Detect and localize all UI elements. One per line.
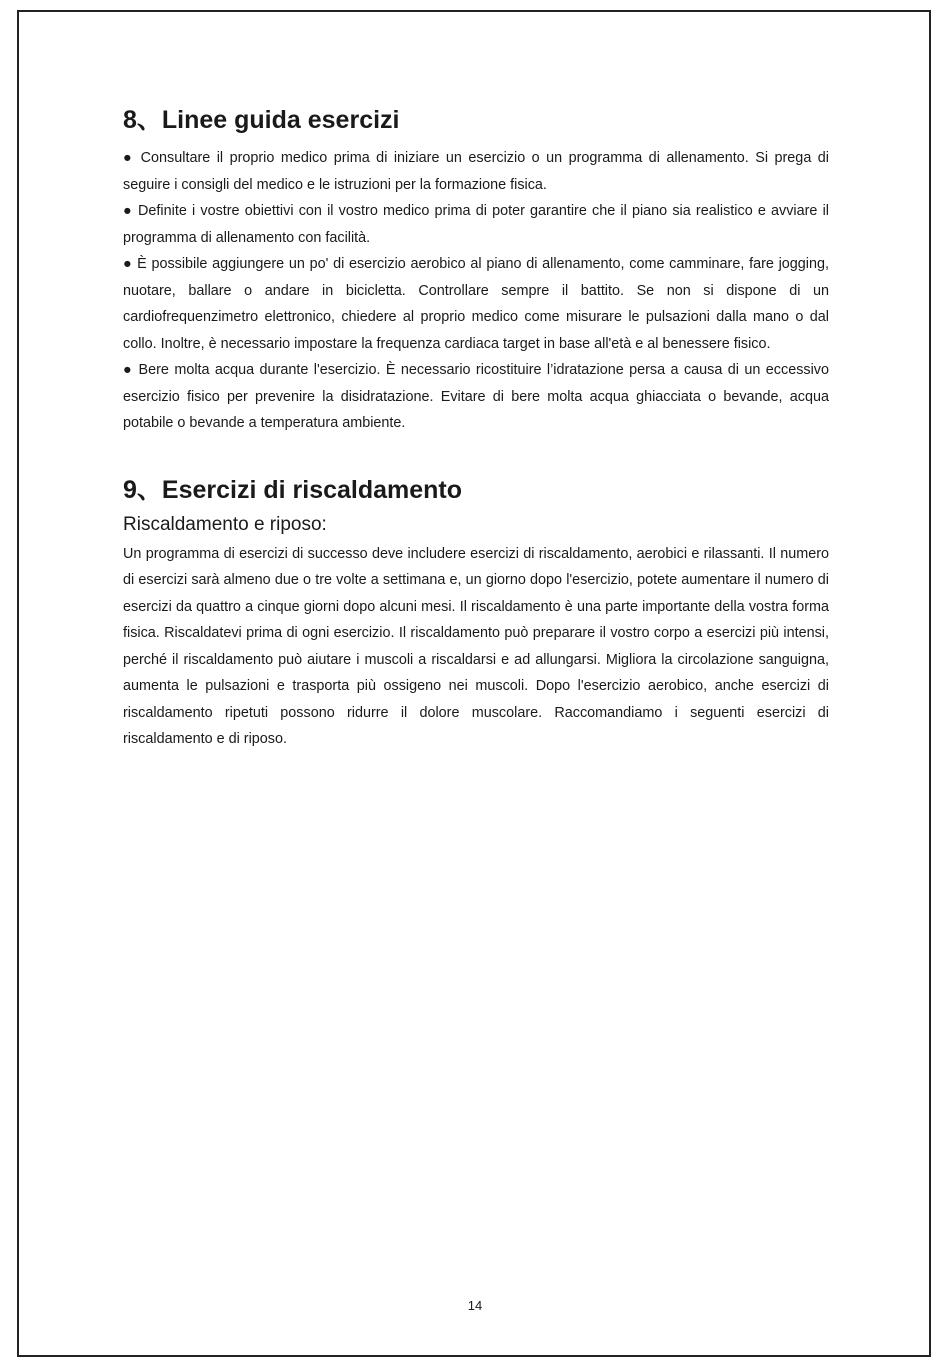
section-8-heading: 8、Linee guida esercizi [123,106,400,134]
guideline-bullet: ● Bere molta acqua durante l'esercizio. È necessario ricostituire l’idratazione persa a causa di un eccessivo esercizio fisico per prevenire la disidratazione. Evitare di bere molta acqua ghiacciata o bevande, acqua potabile o bevande a temperatura ambiente. [123,362,829,431]
warmup-paragraph: Un programma di esercizi di successo deve includere esercizi di riscaldamento, aerobici e rilassanti. Il numero di esercizi sarà almeno due o tre volte a settimana e, un giorno dopo l'esercizio, potete aumentare il numero di esercizi da quattro a cinque giorni dopo alcuni mesi. Il riscaldamento è una parte importante della vostra forma fisica. Riscaldatevi prima di ogni esercizio. Il riscaldamento può preparare il vostro corpo a esercizi più intensi, perché il riscaldamento può aiutare i muscoli a riscaldarsi e ad allungarsi. Migliora la circolazione sanguigna, aumenta le pulsazioni e trasporta più ossigeno nei muscoli. Dopo l'esercizio aerobico, anche esercizi di riscaldamento ripetuti possono ridurre il dolore muscolare. Raccomandiamo i seguenti esercizi di riscaldamento e di riposo. [123,545,829,747]
page-number: 14 [467,1298,483,1313]
guideline-bullet: ● Consultare il proprio medico prima di iniziare un esercizio o un programma di allenamento. Si prega di seguire i consigli del medico e le istruzioni per la formazione fisica. [123,150,829,193]
document-body [123,100,829,753]
section-9-heading: 9、Esercizi di riscaldamento [123,475,463,504]
guideline-bullet: ● È possibile aggiungere un po' di esercizio aerobico al piano di allenamento, come camminare, fare jogging, nuotare, ballare o andare in bicicletta. Controllare sempre il battito. Se non si dispone di un cardiofrequenzimetro elettronico, chiedere al proprio medico come misurare le pulsazioni dalla mano o dal collo. Inoltre, è necessario impostare la frequenza cardiaca target in base all'età e al benessere fisico. [123,256,829,352]
section-warmup-exercises [123,470,829,753]
warmup-subheading: Riscaldamento e riposo: [123,513,327,535]
guideline-bullet: ● Definite i vostre obiettivi con il vostro medico prima di poter garantire che il piano sia realistico e avviare il programma di allenamento con facilità. [123,203,829,246]
section-exercise-guidelines [123,100,829,437]
